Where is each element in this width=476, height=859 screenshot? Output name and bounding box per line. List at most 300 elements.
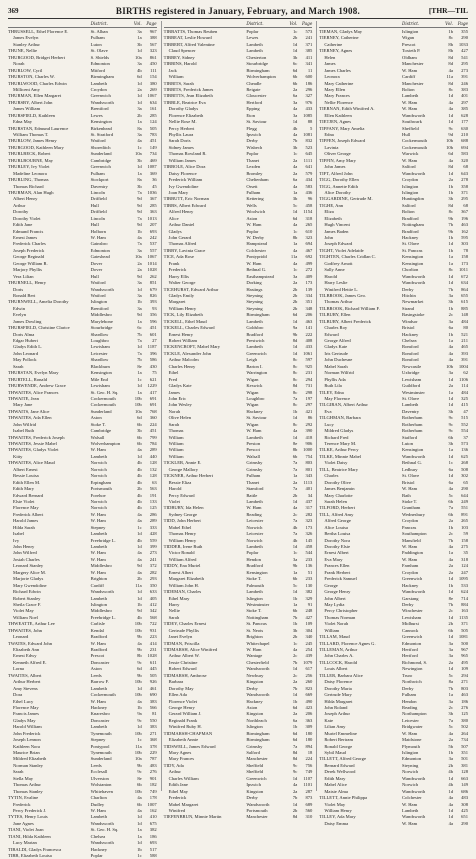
entry-volume: 1b — [292, 724, 298, 730]
entry-name: Thomas Rowland R. — [168, 151, 207, 157]
entry-name: THWAITES, Gladys Violet — [8, 447, 59, 453]
entry-page: 483 — [149, 762, 157, 768]
entry-page: 290 — [461, 486, 469, 492]
entry-name: Gertrude Phyllis — [168, 627, 199, 633]
entry-district: Hertford — [246, 99, 263, 105]
entry-page: 11 — [307, 67, 313, 73]
entry-name: TIERNEY, Catherine — [319, 35, 359, 41]
entry-volume: 5c — [293, 202, 298, 208]
entry-district: Manchester — [402, 61, 424, 67]
entry-name: TIBBITS, Frederick James — [163, 86, 214, 92]
entry-name: Ellen Kathleen — [324, 112, 352, 118]
entry-page: 458 — [305, 544, 313, 549]
column-header-page: Page — [457, 21, 469, 26]
entry-page: 507 — [461, 743, 469, 749]
entry-volume: 1d — [448, 807, 454, 813]
entry-district: Mile End — [90, 376, 108, 382]
entry-district: Bethnal G. — [246, 267, 267, 273]
entry-name: Albert Henry — [13, 196, 38, 202]
entry-volume: 1d — [448, 395, 454, 401]
entry-name: TILLEY, Ada Mary — [319, 814, 356, 820]
entry-name: Dorothy Olive — [324, 479, 352, 485]
entry-page: 965 — [461, 653, 469, 659]
entry-page: 544 — [305, 550, 313, 556]
entry-page: 148 — [461, 312, 469, 318]
entry-name: James Baden — [324, 228, 349, 234]
entry-name: THURSTON, Charles W. — [8, 74, 55, 80]
entry-page: 499 — [305, 260, 313, 266]
entry-district: Chelsea — [90, 833, 106, 839]
entry-district: Lewisham — [90, 383, 110, 389]
entry-page: 595 — [461, 235, 469, 240]
entry-district: Dover — [90, 267, 103, 273]
entry-volume: 8a — [448, 679, 454, 685]
entry-name: Edna May — [13, 119, 33, 125]
entry-district: W. Ham — [402, 157, 418, 163]
entry-district: Norwich — [90, 473, 107, 479]
entry-name: TIBBINS, Harold — [163, 61, 197, 67]
entry-district: W. Ham — [90, 807, 106, 813]
entry-volume: 2b — [292, 492, 298, 498]
entry-volume: 1d — [448, 788, 454, 794]
entry-volume: 4a — [293, 132, 298, 137]
entry-volume: 5c — [448, 724, 454, 730]
entry-name: Harry Leslie — [324, 280, 348, 286]
entry-page: 801 — [305, 466, 313, 472]
entry-name: Alice Dorothy — [324, 189, 351, 195]
entry-district: St. Geo. H. Sq. — [90, 389, 119, 395]
entry-volume: 1a — [448, 338, 454, 343]
entry-name: TIBBEY, Sidney — [163, 54, 195, 60]
entry-district: Salford — [402, 164, 416, 170]
entry-page: 358 — [461, 183, 469, 189]
entry-page: 327 — [305, 93, 313, 99]
entry-page: 515 — [461, 415, 469, 421]
entry-name: Edith Jane — [13, 222, 33, 228]
entry-name: Millicent Amy — [13, 86, 40, 92]
entry-page: 45 — [152, 183, 157, 189]
entry-name: William — [168, 441, 184, 446]
entry-volume: 6b — [292, 74, 298, 80]
entry-volume: 10a — [135, 408, 142, 414]
entry-volume: 6d — [137, 74, 142, 80]
entry-page: 268 — [461, 460, 469, 466]
entry-page: 186 — [461, 698, 469, 704]
entry-name: TIBBS, Albert Edward — [163, 202, 206, 208]
entry-page: 418 — [305, 434, 313, 440]
entry-page: 297 — [305, 402, 313, 408]
entry-district: Norwich — [90, 460, 107, 466]
entry-volume: 1a — [137, 370, 142, 376]
entry-district: Pancras — [402, 524, 417, 530]
entry-name: TWAITES, Albert — [8, 672, 42, 678]
entry-name: James — [324, 61, 336, 67]
entry-page: 861 — [149, 54, 157, 60]
entry-name: TIBBEAT, Leslie Howard — [163, 35, 212, 41]
entry-page: 265 — [305, 222, 313, 228]
entry-name: Mary Charlotte — [324, 492, 353, 498]
entry-page: 463 — [461, 222, 469, 228]
entry-name: Charles Roy — [324, 325, 348, 331]
entry-district: W. Ham — [90, 556, 106, 562]
entry-name: Elizabeth — [324, 215, 342, 221]
entry-page: 96 — [307, 196, 313, 202]
entry-page: 163 — [461, 608, 469, 614]
entry-volume: 4b — [137, 614, 142, 620]
entry-page: 318 — [461, 556, 469, 562]
entry-district: Lambeth — [246, 344, 263, 350]
entry-volume: 4a — [293, 247, 298, 253]
entry-volume: 6b — [292, 576, 298, 582]
entry-name: Stella May — [13, 775, 34, 781]
entry-volume: 1d — [448, 589, 454, 595]
entry-page: 891 — [461, 511, 469, 517]
entry-page: 295 — [461, 196, 469, 202]
entry-page: 196 — [461, 215, 469, 221]
entry-volume: 3b — [448, 408, 454, 414]
entry-page: 351 — [305, 299, 313, 305]
entry-page: 414 — [149, 640, 157, 646]
entry-page: 573 — [461, 441, 469, 446]
entry-volume: 10b — [134, 679, 142, 685]
entry-name: TYTIN, Evaline — [8, 795, 39, 801]
entry-district: Ulverston — [90, 775, 109, 781]
entry-district: Hastings — [246, 286, 263, 292]
entry-district: St. Olave — [90, 48, 108, 54]
entry-page: 1079 — [303, 659, 313, 665]
entry-page: 109 — [305, 621, 313, 627]
entry-district: Cheltenham — [246, 177, 269, 183]
entry-volume: 7a — [293, 486, 298, 492]
entry-volume: 1d — [448, 170, 454, 176]
entry-volume: 9b — [137, 762, 142, 768]
entry-name: TILLARD, Florence Agnes G. — [319, 640, 376, 646]
entry-district: Bethnal G. — [402, 460, 422, 466]
entry-name: THURLING, Thomas — [8, 177, 49, 183]
entry-volume: 8d — [448, 61, 454, 67]
entry-page: 303 — [461, 241, 469, 247]
entry-name: Ernest Edwy — [13, 653, 37, 659]
entry-district: Bradford — [246, 331, 263, 337]
entry-volume: 4a — [137, 447, 142, 453]
entry-volume: 3a — [448, 318, 454, 324]
entry-district: Colchester — [402, 795, 422, 801]
entry-page: 320 — [461, 157, 469, 163]
entry-page: 634 — [149, 99, 157, 105]
entry-page: 523 — [305, 144, 313, 150]
entry-name: Ronald Bert — [13, 292, 36, 298]
entry-district: Brighton — [246, 634, 263, 640]
entry-volume: 3a — [448, 647, 454, 652]
entry-district: Dudley — [90, 801, 105, 807]
entry-name: Gertrude Mary — [324, 692, 352, 698]
entry-name: Gladys May — [13, 717, 36, 723]
entry-district: Shoreditch — [90, 144, 111, 150]
entry-name: Alfred George — [324, 518, 351, 524]
entry-name: Mildred Gladys — [324, 428, 354, 434]
entry-volume: 7a — [137, 215, 142, 221]
entry-volume: 7b — [448, 601, 454, 607]
entry-page: 241 — [305, 35, 313, 41]
entry-page: 434 — [305, 177, 313, 183]
entry-district: Stepney — [90, 737, 106, 743]
entry-page: 206 — [305, 711, 313, 717]
entry-name: TIANI, Hilda Kathleen — [8, 833, 51, 839]
entry-district: Steyning — [246, 305, 263, 311]
entry-district: Watford — [90, 280, 106, 286]
entry-district: Keswick — [246, 383, 263, 389]
entry-page: 552 — [461, 421, 469, 427]
entry-page: 248 — [305, 608, 313, 614]
entry-page: 458 — [305, 202, 313, 208]
entry-volume: 2b — [292, 634, 298, 640]
entry-volume: 3a — [293, 273, 298, 279]
entry-district: W. Ham — [90, 569, 106, 575]
entry-name: Violet Norah — [324, 621, 349, 627]
entry-name: Dorothy Maria — [324, 685, 352, 691]
entry-name: Gladys Kate — [168, 383, 192, 389]
entry-volume: 9c — [448, 415, 454, 421]
entry-page: 351 — [461, 750, 469, 755]
entry-name: Frederick — [13, 801, 31, 807]
entry-page: 1106 — [458, 376, 469, 382]
entry-name: TIFFANY, Mary Amelia — [319, 125, 365, 131]
entry-district: Winchester — [402, 608, 423, 614]
entry-page: 282 — [149, 569, 157, 575]
entry-district: Lambeth — [246, 48, 263, 54]
entry-district: Aston — [246, 704, 258, 710]
entry-page: 393 — [461, 350, 469, 356]
entry-district: Wandsworth — [90, 286, 114, 292]
entry-district: Chesterfield — [246, 659, 269, 665]
entry-name: Winifred Ruby H. — [168, 724, 202, 730]
entry-name: TIBBERT, Alfred Valentine — [163, 41, 215, 47]
entry-page: 27 — [152, 338, 157, 343]
entry-name: Margery Alice M. — [13, 569, 46, 575]
entry-page: 278 — [461, 177, 469, 183]
entry-district: Brighton — [90, 576, 108, 582]
entry-page: 381 — [461, 762, 469, 768]
entry-page: 372 — [149, 563, 157, 569]
entry-district: Newmarket — [402, 299, 424, 305]
entry-district: Croydon — [402, 518, 419, 524]
entry-district: Chesterton — [246, 54, 267, 60]
entry-page: 436 — [305, 189, 313, 195]
entry-name: Maurice Brian — [13, 750, 40, 755]
entry-volume: 2c — [293, 672, 298, 678]
entry-name: Florence Elizabeth — [168, 112, 204, 118]
entry-volume: 9c — [448, 125, 454, 131]
entry-page: 686 — [461, 788, 469, 794]
entry-name: Godfrey Arnott — [324, 260, 353, 266]
entry-volume: 1a — [448, 254, 454, 260]
page-title: BIRTHS registered in January, February, and March 1908. — [115, 6, 361, 16]
entry-district: Wandsworth — [90, 589, 114, 595]
entry-name: Joseph Frederick — [13, 247, 45, 253]
entry-page: 505 — [149, 672, 157, 678]
entry-name: Sheila Grace F. — [13, 601, 42, 607]
entry-district: Battle — [246, 492, 258, 498]
entry-volume: 4b — [137, 67, 142, 73]
entry-name: John Wesley — [168, 402, 192, 408]
entry-district: W. Ham — [402, 106, 418, 112]
entry-volume: 3a — [448, 292, 454, 298]
entry-page: 573 — [305, 29, 313, 34]
entry-name: Daisy Emma — [324, 820, 349, 826]
entry-page: 463 — [461, 692, 469, 698]
entry-name: Sybil Maud — [324, 750, 346, 755]
entry-name: Frederick — [168, 795, 187, 801]
entry-district: Southwark — [402, 119, 422, 125]
entry-page: 451 — [149, 325, 157, 331]
entry-district: Grimsby — [246, 460, 263, 466]
entry-name: TIEMAN, Gladys May — [319, 29, 363, 34]
entry-volume: 3b — [137, 157, 142, 163]
entry-name: Charles — [324, 473, 339, 479]
entry-page: 256 — [305, 672, 313, 678]
entry-volume: 1d — [137, 164, 142, 170]
entry-volume: 1a — [137, 35, 142, 41]
entry-volume: 8d — [292, 383, 298, 389]
entry-volume: 9d — [137, 608, 142, 614]
entry-page: 289 — [149, 447, 157, 453]
entry-district: Gainsbro — [90, 241, 108, 247]
entry-volume: 1d — [292, 666, 298, 672]
column-header-page: Page — [146, 21, 157, 26]
entry-volume: 4a — [137, 138, 142, 144]
entry-name: Sarah — [13, 769, 24, 775]
entry-district: Orsett — [246, 183, 258, 189]
entry-volume: 2a — [448, 569, 454, 575]
entry-name: THURMAN, Ellen Margaret — [8, 93, 62, 99]
entry-district: Colchester — [246, 247, 266, 253]
entry-district: Oldham — [402, 54, 417, 60]
entry-district: Toxteth P. — [402, 48, 421, 54]
entry-page: 383 — [149, 724, 157, 730]
entry-district: Stepney — [90, 524, 106, 530]
entry-district: Kingston — [246, 679, 264, 685]
entry-page: 124 — [149, 119, 157, 125]
entry-volume: 4a — [448, 344, 454, 350]
entry-name: TICKELL, Charles Edward — [163, 325, 215, 331]
entry-district: Norwich — [402, 769, 419, 775]
entry-page: 412 — [149, 601, 157, 607]
entry-district: Cockermouth — [402, 138, 428, 144]
entry-district: Lambeth — [90, 724, 107, 730]
entry-volume: 1d — [137, 93, 142, 99]
entry-volume: 7b — [292, 795, 298, 801]
entry-page: 1028 — [147, 653, 157, 659]
entry-page: 600 — [305, 74, 313, 80]
entry-name: William — [168, 434, 184, 440]
entry-page: 537 — [149, 241, 157, 247]
entry-page: 162 — [461, 228, 469, 234]
entry-district: Hackney — [246, 408, 263, 414]
entry-district: Birmingham — [246, 737, 270, 743]
entry-district: Stamford — [246, 486, 264, 492]
entry-volume: 1d — [448, 112, 454, 118]
entry-name: Josiah Charles — [13, 556, 40, 562]
entry-district: Lambeth — [246, 41, 263, 47]
entry-volume: 1d — [137, 595, 142, 601]
entry-district: Kensington — [402, 260, 424, 266]
entry-volume: 3a — [448, 640, 454, 646]
entry-volume: 3b — [137, 41, 142, 47]
entry-page: 271 — [461, 679, 469, 685]
entry-page: 669 — [305, 692, 313, 698]
entry-volume: 1d — [137, 544, 142, 549]
entry-page: 463 — [305, 318, 313, 324]
entry-district: Poplar — [90, 853, 103, 858]
entry-district: Reading — [402, 704, 418, 710]
register-entry — [319, 821, 468, 827]
entry-volume: 4a — [293, 164, 298, 170]
entry-volume: 7b — [292, 659, 298, 665]
entry-page: 925 — [305, 363, 313, 369]
entry-name: TILLETT, Alfred George — [319, 756, 366, 762]
entry-district: Richmond, S. — [402, 659, 428, 665]
entry-volume: 1a — [293, 473, 298, 479]
entry-page: 885 — [461, 305, 469, 311]
entry-volume: 9b — [448, 228, 454, 234]
entry-page: 136 — [461, 447, 469, 453]
entry-name: Thomas Arthur — [13, 782, 41, 788]
entry-district: Birmingham — [90, 74, 114, 80]
entry-name: TILBURY, Ellen — [319, 312, 351, 318]
entry-volume: 1c — [137, 853, 142, 858]
entry-district: Cardiff — [402, 74, 416, 80]
entry-district: Derby — [246, 795, 258, 801]
entry-district: Newcastle — [402, 363, 422, 369]
column-header-vol: Vol. — [445, 21, 454, 26]
entry-page: 81 — [152, 711, 157, 717]
entry-name: Frederick Albert — [13, 511, 44, 517]
entry-district: Wolstanton — [90, 782, 112, 788]
column-header — [319, 21, 468, 28]
entry-volume: 4b — [448, 769, 454, 775]
entry-page: 756 — [305, 762, 313, 768]
entry-volume: 3b — [292, 627, 298, 633]
entry-district: Barrow F. — [90, 679, 109, 685]
entry-volume: 1d — [137, 814, 142, 820]
entry-name: Sarah Helen — [324, 498, 347, 504]
entry-district: Aston — [246, 215, 258, 221]
entry-volume: 7b — [292, 685, 298, 691]
entry-district: Midhurst — [402, 621, 419, 627]
entry-district: Norwich — [402, 782, 419, 788]
entry-page: 264 — [461, 730, 469, 736]
entry-page: 290 — [461, 35, 469, 41]
entry-name: Daisy Florence — [324, 679, 353, 685]
entry-page: 296 — [305, 86, 313, 92]
entry-page: 367 — [149, 196, 157, 202]
entry-volume: 10a — [135, 54, 142, 60]
entry-name: Frederick — [168, 267, 187, 273]
entry-name: TIBBOLE, Alice Dora — [163, 164, 206, 170]
entry-volume: 9d — [137, 196, 142, 202]
entry-district: Sunderland — [90, 756, 112, 762]
entry-district: Hackney — [246, 698, 263, 704]
entry-volume: 1d — [292, 434, 298, 440]
entry-district: Driffield — [90, 196, 107, 202]
entry-district: Blackburn — [90, 363, 110, 369]
entry-name: Percy Herbert — [168, 125, 195, 131]
entry-name: Marjory Phyllis — [13, 267, 42, 273]
entry-page: 643 — [461, 170, 469, 176]
entry-name: Vera Lilian — [13, 273, 34, 279]
entry-district: Wigan — [246, 402, 259, 408]
entry-district: St. Saviour — [246, 119, 267, 125]
